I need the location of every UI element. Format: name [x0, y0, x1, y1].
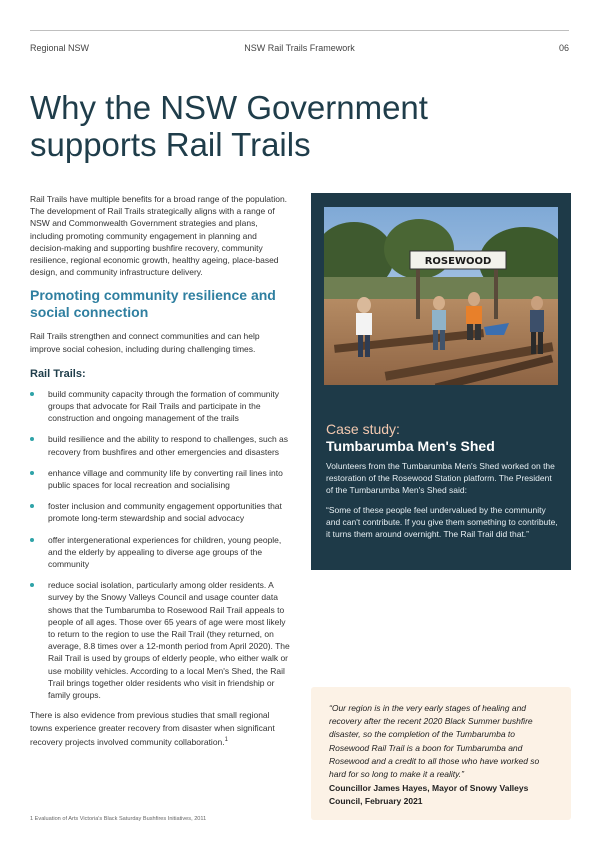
- case-study-panel: [311, 193, 571, 570]
- list-item-text: offer intergenerational experiences for children, young people, and the elderly by appealing to diverse age groups of the community: [48, 534, 282, 570]
- list-item: [30, 433, 292, 457]
- list-heading: Rail Trails:: [30, 367, 86, 380]
- bullet-dot-icon: [30, 471, 34, 475]
- list-item-text: build resilience and the ability to respond to challenges, such as recovery from bushfires and other emergencies and disasters: [48, 434, 289, 457]
- closing-paragraph: [30, 709, 292, 747]
- pull-quote-box: [311, 687, 571, 820]
- bullet-dot-icon: [30, 504, 34, 508]
- footnote-reference[interactable]: 1: [224, 736, 228, 743]
- page-number: 06: [558, 43, 569, 53]
- section-heading-line-1: Promoting community resilience and: [30, 287, 276, 304]
- list-item: [30, 579, 292, 701]
- benefits-list: [30, 388, 292, 701]
- section-paragraph: Rail Trails strengthen and connect communities and can help improve social cohesion, including during challenging times.: [30, 331, 260, 354]
- list-item-text: foster inclusion and community engagement opportunities that promote long-term stewardship and social advocacy: [48, 501, 282, 524]
- bullet-dot-icon: [30, 538, 34, 542]
- list-item-text: enhance village and community life by converting rail lines into public spaces for local recreation and socialising: [48, 467, 283, 491]
- case-study-label: Case study:: [326, 421, 400, 437]
- case-study-photo: [324, 207, 558, 385]
- case-study-body: Volunteers from the Tumbarumba Men's Shed worked on the restoration of the Rosewood Station platform. The President of the Tumbarumba Men's Shed said:: [326, 461, 555, 495]
- pull-quote-text: “Our region is in the very early stages of healing and recovery after the recent 2020 Black Summer bushfire disaster, so the completion of the Tumbarumba to Rosewood Rail Trail is a boon for Tumbarumba and Rosewood and a credit to all those who have worked so hard for so long to make it a reality.”: [329, 703, 540, 780]
- section-heading: [30, 287, 292, 321]
- list-item: [30, 388, 292, 425]
- page-title: [30, 89, 450, 163]
- list-item: [30, 467, 292, 491]
- pull-quote-attribution: Councillor James Hayes, Mayor of Snowy Valleys Council, February 2021: [329, 783, 529, 806]
- list-item-text: build community capacity through the formation of community groups that advocate for Rail Trails and participate in the construction and ongoing management of the trails: [48, 388, 280, 424]
- page-title-line-1: Why the NSW Government: [30, 89, 428, 126]
- list-item-text: reduce social isolation, particularly among older residents. A survey by the Snowy Valleys Council and usage counter data shows that the Tumbarumba to Rosewood Rail Trail appeals to people of all ages. Those over 65 years of age were most likely to return to the region to use the Rail Trail (they returned, on average, 8.8 times over a 12-month period from April 2020). The Rail Trail is used by groups of elderly people, who either walk or use mobility vehicles. According to a local Men's Shed, the Rail Trail brings together older residents who visit in friendship or family groups.: [48, 580, 290, 701]
- list-item: [30, 500, 292, 524]
- case-study-quote: “Some of these people feel undervalued by the community and can't contribute. If you give them something to contribute, it turns them around overnight. The Rail Trail did that.”: [326, 505, 558, 539]
- intro-paragraph: Rail Trails have multiple benefits for a broad range of the population. The development of Rail Trails strategically aligns with a range of NSW and Commonwealth Government strategies and plans, including promoting community engagement in planning and decision-making and supporting bushfire recovery, community resilience, regional economic growth, healthy ageing, place-based design, and community infrastructure delivery.: [30, 194, 288, 278]
- section-heading-line-2: social connection: [30, 304, 149, 321]
- header-rule: [30, 30, 569, 31]
- bullet-dot-icon: [30, 583, 34, 587]
- main-column: [30, 193, 292, 748]
- case-study-title: Tumbarumba Men's Shed: [326, 438, 495, 454]
- header-document-title: NSW Rail Trails Framework: [244, 43, 355, 53]
- bullet-dot-icon: [30, 392, 34, 396]
- station-sign-text: ROSEWOOD: [424, 256, 492, 267]
- closing-text: There is also evidence from previous studies that small regional towns experience greater recovery from disaster when significant recovery projects involved community collaboration.: [30, 710, 275, 747]
- header-section-label: Regional NSW: [30, 43, 90, 53]
- footnote: 1 Evaluation of Arts Victoria's Black Saturday Bushfires Initiatives, 2011: [30, 816, 207, 822]
- page-title-line-2: supports Rail Trails: [30, 126, 311, 163]
- bullet-dot-icon: [30, 437, 34, 441]
- list-item: [30, 534, 292, 571]
